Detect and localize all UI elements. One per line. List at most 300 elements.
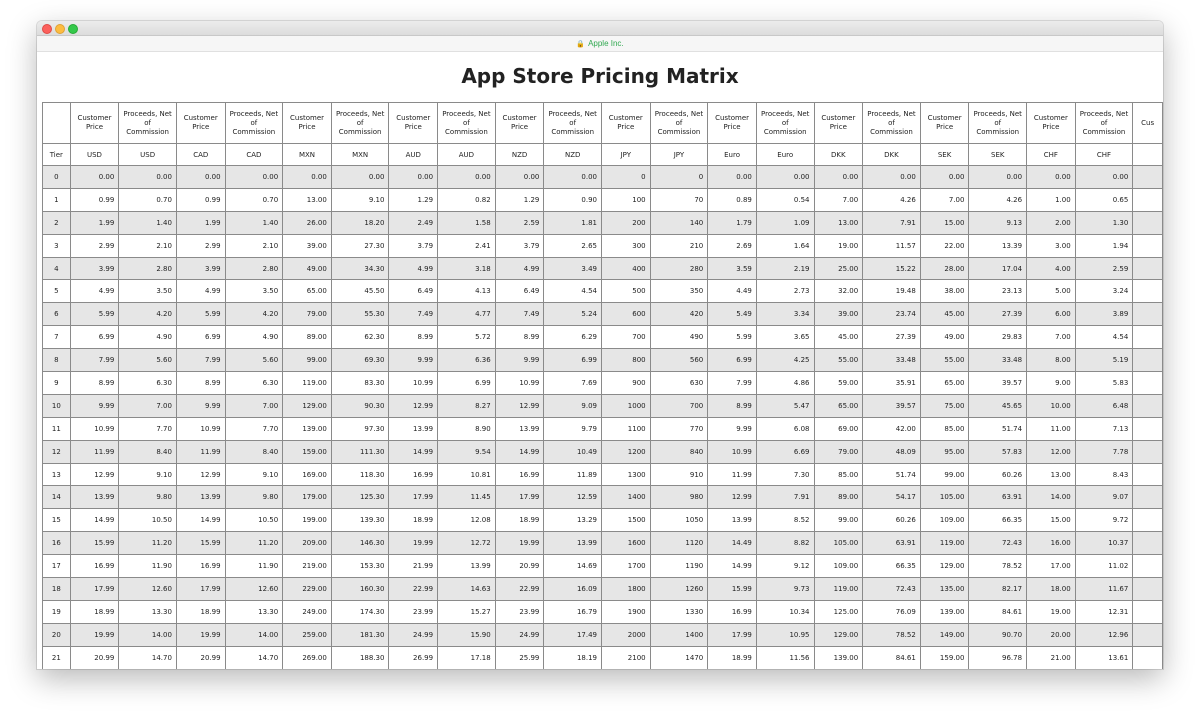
price-cell: 0.00 xyxy=(708,166,757,189)
price-cell: 2.59 xyxy=(1075,257,1133,280)
price-cell: 4.20 xyxy=(225,303,283,326)
price-cell: 188.30 xyxy=(331,646,389,669)
price-cell: 5.99 xyxy=(70,303,119,326)
price-cell: 1.00 xyxy=(1027,188,1076,211)
price-cell: 1.64 xyxy=(756,234,814,257)
price-cell: 55.00 xyxy=(920,349,969,372)
price-cell: 111.30 xyxy=(331,440,389,463)
price-cell: 1300 xyxy=(601,463,650,486)
table-row xyxy=(43,349,1163,372)
price-cell: 160.30 xyxy=(331,578,389,601)
price-cell: 100 xyxy=(601,188,650,211)
price-cell: 12.60 xyxy=(119,578,177,601)
price-cell: 0.70 xyxy=(119,188,177,211)
currency-header: Euro xyxy=(756,144,814,166)
price-cell xyxy=(1133,509,1163,532)
price-cell: 4.20 xyxy=(119,303,177,326)
column-header: Proceeds, Net of Commission xyxy=(969,103,1027,144)
price-cell: 15.00 xyxy=(1027,509,1076,532)
currency-header: Euro xyxy=(708,144,757,166)
price-cell: 13.00 xyxy=(814,211,863,234)
price-cell: 14.00 xyxy=(225,623,283,646)
price-cell: 23.99 xyxy=(495,600,544,623)
price-cell: 4.99 xyxy=(389,257,438,280)
price-cell: 75.00 xyxy=(920,394,969,417)
price-cell: 209.00 xyxy=(283,532,332,555)
tier-header: Tier xyxy=(43,144,71,166)
currency-header: NZD xyxy=(544,144,602,166)
tier-cell: 18 xyxy=(43,578,71,601)
price-cell: 5.83 xyxy=(1075,372,1133,395)
price-cell: 269.00 xyxy=(283,646,332,669)
price-cell: 12.31 xyxy=(1075,600,1133,623)
price-cell: 10.99 xyxy=(495,372,544,395)
price-cell: 6.49 xyxy=(495,280,544,303)
price-cell: 9.99 xyxy=(70,394,119,417)
price-cell: 16.99 xyxy=(708,600,757,623)
price-cell: 57.83 xyxy=(969,440,1027,463)
price-cell: 1190 xyxy=(650,555,708,578)
price-cell: 18.99 xyxy=(389,509,438,532)
price-cell: 105.00 xyxy=(920,486,969,509)
price-cell: 118.30 xyxy=(331,463,389,486)
price-cell: 119.00 xyxy=(283,372,332,395)
price-cell: 6.99 xyxy=(70,326,119,349)
price-cell: 6.99 xyxy=(438,372,496,395)
price-cell: 0.00 xyxy=(756,166,814,189)
price-cell: 0.00 xyxy=(969,166,1027,189)
price-cell: 19.99 xyxy=(176,623,225,646)
price-cell: 13.00 xyxy=(1027,463,1076,486)
price-cell: 1400 xyxy=(601,486,650,509)
tier-cell: 2 xyxy=(43,211,71,234)
price-cell: 0.00 xyxy=(119,166,177,189)
price-cell: 4.49 xyxy=(708,280,757,303)
price-cell: 0.89 xyxy=(708,188,757,211)
price-cell: 7.13 xyxy=(1075,417,1133,440)
price-cell: 49.00 xyxy=(920,326,969,349)
price-cell: 146.30 xyxy=(331,532,389,555)
price-cell: 21.99 xyxy=(389,555,438,578)
price-cell: 1900 xyxy=(601,600,650,623)
price-cell: 400 xyxy=(601,257,650,280)
price-cell xyxy=(1133,394,1163,417)
price-cell: 4.99 xyxy=(70,280,119,303)
price-cell: 4.90 xyxy=(119,326,177,349)
price-cell: 38.00 xyxy=(920,280,969,303)
price-cell: 23.13 xyxy=(969,280,1027,303)
price-cell: 13.99 xyxy=(495,417,544,440)
price-cell: 200 xyxy=(601,211,650,234)
price-cell: 3.49 xyxy=(544,257,602,280)
price-cell xyxy=(1133,417,1163,440)
price-cell: 11.45 xyxy=(438,486,496,509)
price-cell: 85.00 xyxy=(814,463,863,486)
price-cell: 78.52 xyxy=(969,555,1027,578)
price-cell: 16.79 xyxy=(544,600,602,623)
tier-cell: 13 xyxy=(43,463,71,486)
column-header: Customer Price xyxy=(1027,103,1076,144)
price-cell: 82.17 xyxy=(969,578,1027,601)
price-cell xyxy=(1133,578,1163,601)
address-text: Apple Inc. xyxy=(588,39,624,48)
price-cell: 4.54 xyxy=(1075,326,1133,349)
price-cell: 3.99 xyxy=(176,257,225,280)
price-cell: 2.19 xyxy=(756,257,814,280)
price-cell: 7.49 xyxy=(495,303,544,326)
price-cell: 10.37 xyxy=(1075,532,1133,555)
price-cell: 1.29 xyxy=(389,188,438,211)
price-cell: 181.30 xyxy=(331,623,389,646)
price-cell: 9.10 xyxy=(331,188,389,211)
price-cell: 980 xyxy=(650,486,708,509)
price-cell: 2.49 xyxy=(389,211,438,234)
price-cell: 1.40 xyxy=(119,211,177,234)
price-cell: 7.91 xyxy=(863,211,921,234)
currency-header: CAD xyxy=(225,144,283,166)
price-cell: 8.40 xyxy=(119,440,177,463)
price-cell: 7.00 xyxy=(119,394,177,417)
price-cell: 99.00 xyxy=(920,463,969,486)
table-row xyxy=(43,166,1163,189)
price-cell: 249.00 xyxy=(283,600,332,623)
price-cell: 159.00 xyxy=(283,440,332,463)
price-cell: 11.20 xyxy=(225,532,283,555)
price-cell: 2.59 xyxy=(495,211,544,234)
price-cell: 2.65 xyxy=(544,234,602,257)
price-cell: 4.99 xyxy=(176,280,225,303)
price-cell: 1100 xyxy=(601,417,650,440)
price-cell: 35.91 xyxy=(863,372,921,395)
price-cell: 18.19 xyxy=(544,646,602,669)
price-cell: 27.39 xyxy=(863,326,921,349)
price-cell: 5.99 xyxy=(176,303,225,326)
price-cell: 219.00 xyxy=(283,555,332,578)
currency-header: USD xyxy=(119,144,177,166)
currency-header: SEK xyxy=(969,144,1027,166)
price-cell: 15.99 xyxy=(708,578,757,601)
price-cell: 13.30 xyxy=(119,600,177,623)
price-cell: 65.00 xyxy=(814,394,863,417)
price-cell: 11.99 xyxy=(70,440,119,463)
price-cell: 169.00 xyxy=(283,463,332,486)
price-cell: 15.22 xyxy=(863,257,921,280)
price-cell: 23.99 xyxy=(389,600,438,623)
price-cell: 63.91 xyxy=(969,486,1027,509)
currency-header: JPY xyxy=(650,144,708,166)
price-cell: 0.00 xyxy=(70,166,119,189)
currency-header: CAD xyxy=(176,144,225,166)
price-cell: 6.29 xyxy=(544,326,602,349)
price-cell: 17.99 xyxy=(389,486,438,509)
price-cell: 14.00 xyxy=(1027,486,1076,509)
price-cell: 10.50 xyxy=(119,509,177,532)
price-cell: 125.00 xyxy=(814,600,863,623)
price-cell: 16.99 xyxy=(70,555,119,578)
price-cell: 14.70 xyxy=(225,646,283,669)
currency-header: DKK xyxy=(814,144,863,166)
price-cell: 72.43 xyxy=(863,578,921,601)
price-cell: 14.99 xyxy=(495,440,544,463)
price-cell: 2.10 xyxy=(119,234,177,257)
price-cell: 2.10 xyxy=(225,234,283,257)
price-cell: 20.00 xyxy=(1027,623,1076,646)
page-title: App Store Pricing Matrix xyxy=(461,64,739,88)
price-cell: 27.30 xyxy=(331,234,389,257)
price-cell: 13.99 xyxy=(389,417,438,440)
price-cell: 89.00 xyxy=(814,486,863,509)
price-cell: 129.00 xyxy=(283,394,332,417)
price-cell: 109.00 xyxy=(920,509,969,532)
column-header: Proceeds, Net of Commission xyxy=(119,103,177,144)
price-cell: 9.80 xyxy=(119,486,177,509)
column-header: Customer Price xyxy=(495,103,544,144)
price-cell: 28.00 xyxy=(920,257,969,280)
price-cell: 1.40 xyxy=(225,211,283,234)
price-cell: 6.99 xyxy=(708,349,757,372)
price-cell: 4.26 xyxy=(863,188,921,211)
price-cell: 23.74 xyxy=(863,303,921,326)
price-cell: 0.00 xyxy=(438,166,496,189)
price-cell: 630 xyxy=(650,372,708,395)
price-cell: 139.00 xyxy=(283,417,332,440)
tier-cell: 10 xyxy=(43,394,71,417)
price-cell: 70 xyxy=(650,188,708,211)
price-cell: 19.48 xyxy=(863,280,921,303)
price-cell: 17.99 xyxy=(708,623,757,646)
price-cell: 15.27 xyxy=(438,600,496,623)
price-cell: 770 xyxy=(650,417,708,440)
price-cell: 9.10 xyxy=(119,463,177,486)
price-cell: 6.99 xyxy=(544,349,602,372)
price-cell: 13.99 xyxy=(544,532,602,555)
price-cell: 14.70 xyxy=(119,646,177,669)
price-cell: 9.12 xyxy=(756,555,814,578)
close-window-button[interactable] xyxy=(42,24,52,34)
price-cell: 159.00 xyxy=(920,646,969,669)
price-cell: 12.08 xyxy=(438,509,496,532)
price-cell: 9.07 xyxy=(1075,486,1133,509)
price-cell: 8.99 xyxy=(176,372,225,395)
price-cell: 10.95 xyxy=(756,623,814,646)
price-cell: 0.00 xyxy=(389,166,438,189)
price-cell: 7.49 xyxy=(389,303,438,326)
column-header: Proceeds, Net of Commission xyxy=(756,103,814,144)
tier-cell: 11 xyxy=(43,417,71,440)
price-cell: 10.99 xyxy=(389,372,438,395)
price-cell: 69.30 xyxy=(331,349,389,372)
price-cell: 12.99 xyxy=(176,463,225,486)
price-cell: 259.00 xyxy=(283,623,332,646)
table-row xyxy=(43,555,1163,578)
price-cell xyxy=(1133,532,1163,555)
column-header: Cus xyxy=(1133,103,1163,144)
price-cell: 129.00 xyxy=(920,555,969,578)
price-cell: 9.13 xyxy=(969,211,1027,234)
table-row xyxy=(43,372,1163,395)
price-cell: 2100 xyxy=(601,646,650,669)
price-cell: 7.30 xyxy=(756,463,814,486)
price-cell: 500 xyxy=(601,280,650,303)
price-cell: 12.72 xyxy=(438,532,496,555)
price-cell: 15.00 xyxy=(920,211,969,234)
price-cell: 14.69 xyxy=(544,555,602,578)
price-cell: 9.09 xyxy=(544,394,602,417)
price-cell: 3.00 xyxy=(1027,234,1076,257)
lock-icon: 🔒 xyxy=(576,41,586,48)
price-cell: 700 xyxy=(650,394,708,417)
price-cell: 29.83 xyxy=(969,326,1027,349)
price-cell: 17.49 xyxy=(544,623,602,646)
price-cell: 7.78 xyxy=(1075,440,1133,463)
price-cell: 17.04 xyxy=(969,257,1027,280)
price-cell: 4.77 xyxy=(438,303,496,326)
price-cell: 6.00 xyxy=(1027,303,1076,326)
price-cell: 1400 xyxy=(650,623,708,646)
price-cell: 5.49 xyxy=(708,303,757,326)
price-cell: 14.99 xyxy=(70,509,119,532)
price-cell: 3.34 xyxy=(756,303,814,326)
currency-header: CHF xyxy=(1027,144,1076,166)
price-cell xyxy=(1133,257,1163,280)
price-cell: 5.00 xyxy=(1027,280,1076,303)
price-cell: 9.80 xyxy=(225,486,283,509)
price-cell: 14.99 xyxy=(708,555,757,578)
currency-header: AUD xyxy=(438,144,496,166)
zoom-window-button[interactable] xyxy=(68,24,78,34)
price-cell: 48.09 xyxy=(863,440,921,463)
currency-header-row xyxy=(43,144,1163,166)
price-cell: 0.99 xyxy=(70,188,119,211)
price-cell: 2.41 xyxy=(438,234,496,257)
price-cell: 129.00 xyxy=(814,623,863,646)
table-row xyxy=(43,211,1163,234)
table-row xyxy=(43,394,1163,417)
column-header: Proceeds, Net of Commission xyxy=(438,103,496,144)
price-cell: 79.00 xyxy=(283,303,332,326)
price-cell: 33.48 xyxy=(863,349,921,372)
price-cell: 0.00 xyxy=(176,166,225,189)
table-row xyxy=(43,326,1163,349)
price-cell: 13.29 xyxy=(544,509,602,532)
tier-cell: 1 xyxy=(43,188,71,211)
column-header: Customer Price xyxy=(601,103,650,144)
price-cell: 20.99 xyxy=(495,555,544,578)
price-cell xyxy=(1133,211,1163,234)
price-cell: 84.61 xyxy=(863,646,921,669)
table-row xyxy=(43,440,1163,463)
title-bar xyxy=(37,21,1163,36)
price-cell: 6.30 xyxy=(225,372,283,395)
price-cell: 1000 xyxy=(601,394,650,417)
price-cell: 69.00 xyxy=(814,417,863,440)
price-cell: 39.57 xyxy=(863,394,921,417)
price-cell: 910 xyxy=(650,463,708,486)
price-cell: 560 xyxy=(650,349,708,372)
address-bar[interactable] xyxy=(37,36,1163,52)
price-cell: 1800 xyxy=(601,578,650,601)
price-cell: 3.65 xyxy=(756,326,814,349)
currency-header: MXN xyxy=(283,144,332,166)
price-cell: 8.90 xyxy=(438,417,496,440)
price-cell: 1470 xyxy=(650,646,708,669)
tier-cell: 19 xyxy=(43,600,71,623)
price-cell: 12.60 xyxy=(225,578,283,601)
price-cell: 13.30 xyxy=(225,600,283,623)
tier-cell: 6 xyxy=(43,303,71,326)
price-cell: 350 xyxy=(650,280,708,303)
price-cell: 1.09 xyxy=(756,211,814,234)
price-cell xyxy=(1133,463,1163,486)
tier-cell: 0 xyxy=(43,166,71,189)
price-cell: 13.00 xyxy=(283,188,332,211)
price-cell: 18.99 xyxy=(708,646,757,669)
price-cell: 7.69 xyxy=(544,372,602,395)
price-cell: 65.00 xyxy=(283,280,332,303)
price-cell: 15.99 xyxy=(70,532,119,555)
price-cell: 9.73 xyxy=(756,578,814,601)
price-cell: 85.00 xyxy=(920,417,969,440)
minimize-window-button[interactable] xyxy=(55,24,65,34)
price-cell: 7.00 xyxy=(1027,326,1076,349)
table-row xyxy=(43,623,1163,646)
price-cell: 54.17 xyxy=(863,486,921,509)
column-header: Customer Price xyxy=(920,103,969,144)
price-cell: 13.39 xyxy=(969,234,1027,257)
currency-header xyxy=(1133,144,1163,166)
price-cell: 90.70 xyxy=(969,623,1027,646)
price-cell: 1050 xyxy=(650,509,708,532)
table-row xyxy=(43,578,1163,601)
price-cell: 9.00 xyxy=(1027,372,1076,395)
price-cell: 2.69 xyxy=(708,234,757,257)
column-header: Customer Price xyxy=(814,103,863,144)
table-row xyxy=(43,486,1163,509)
column-header-row xyxy=(43,103,1163,144)
price-cell xyxy=(1133,372,1163,395)
price-cell: 199.00 xyxy=(283,509,332,532)
price-cell: 1330 xyxy=(650,600,708,623)
price-cell: 6.69 xyxy=(756,440,814,463)
price-cell: 25.00 xyxy=(814,257,863,280)
price-cell: 99.00 xyxy=(283,349,332,372)
price-cell: 7.99 xyxy=(708,372,757,395)
price-cell: 51.74 xyxy=(969,417,1027,440)
price-cell: 9.99 xyxy=(389,349,438,372)
table-row xyxy=(43,280,1163,303)
price-cell: 20.99 xyxy=(70,646,119,669)
price-cell: 14.99 xyxy=(176,509,225,532)
price-cell: 210 xyxy=(650,234,708,257)
price-cell xyxy=(1133,166,1163,189)
price-cell: 8.99 xyxy=(708,394,757,417)
price-cell: 22.00 xyxy=(920,234,969,257)
price-cell: 3.50 xyxy=(225,280,283,303)
price-cell: 45.50 xyxy=(331,280,389,303)
price-cell: 1.79 xyxy=(708,211,757,234)
price-cell: 8.52 xyxy=(756,509,814,532)
price-cell xyxy=(1133,623,1163,646)
table-row xyxy=(43,463,1163,486)
tier-cell: 9 xyxy=(43,372,71,395)
price-cell: 11.89 xyxy=(544,463,602,486)
price-cell: 10.99 xyxy=(70,417,119,440)
price-cell: 18.99 xyxy=(70,600,119,623)
column-header: Proceeds, Net of Commission xyxy=(1075,103,1133,144)
price-cell: 0.00 xyxy=(225,166,283,189)
price-cell: 26.99 xyxy=(389,646,438,669)
price-cell: 135.00 xyxy=(920,578,969,601)
